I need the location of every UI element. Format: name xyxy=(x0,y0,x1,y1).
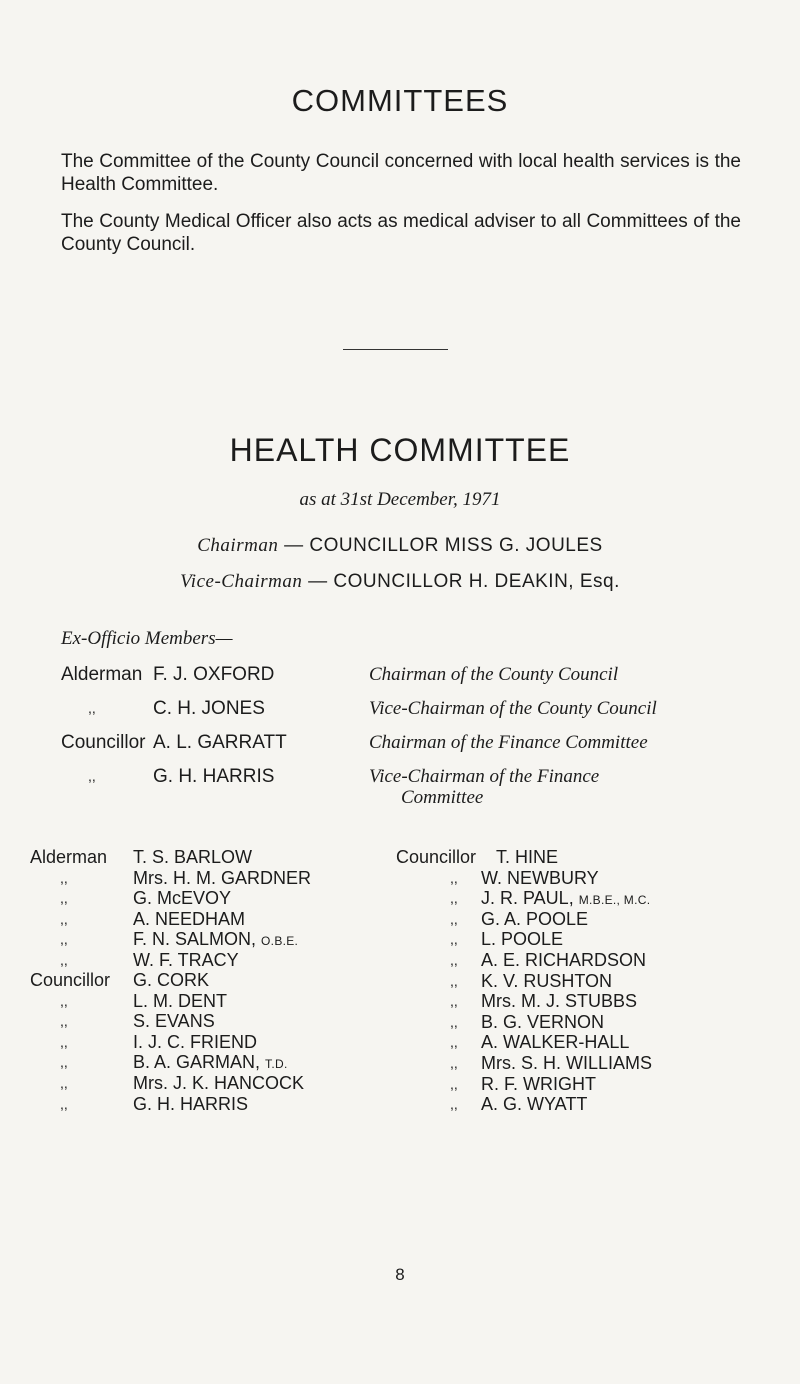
member-name-text: Mrs. H. M. GARDNER xyxy=(133,867,311,888)
member-honours: O.B.E. xyxy=(261,934,299,949)
ditto-mark: ,, xyxy=(88,768,96,784)
member-role xyxy=(369,766,599,808)
ditto-mark: ,, xyxy=(450,1034,458,1051)
member-name-text: Mrs. J. K. HANCOCK xyxy=(133,1073,305,1093)
member-name xyxy=(133,950,239,970)
member-title: Alderman xyxy=(30,847,108,867)
member-role xyxy=(369,732,648,753)
member-name-text: G. McEVOY xyxy=(133,888,232,909)
member-role xyxy=(369,664,618,685)
member-name xyxy=(481,1053,652,1073)
member-name xyxy=(481,1074,596,1094)
member-title: Councillor xyxy=(396,847,477,867)
ditto-mark: ,, xyxy=(60,1033,68,1050)
member-name-text: G. A. POOLE xyxy=(481,908,589,929)
member-name xyxy=(133,1011,215,1031)
section-divider xyxy=(343,349,448,350)
member-name xyxy=(133,991,227,1011)
member-name-text: B. G. VERNON xyxy=(481,1011,605,1032)
ditto-mark: ,, xyxy=(60,992,68,1009)
member-name xyxy=(481,1094,587,1114)
member-title: Alderman xyxy=(61,664,143,685)
health-committee-title: HEALTH COMMITTEE xyxy=(229,432,571,468)
member-name-text: K. V. RUSHTON xyxy=(481,970,613,991)
vice-chairman-name: — COUNCILLOR H. DEAKIN, Esq. xyxy=(308,571,620,592)
member-title: Councillor xyxy=(30,970,111,990)
member-name xyxy=(481,888,650,910)
ditto-mark: ,, xyxy=(450,1013,458,1030)
member-name xyxy=(481,950,646,970)
page-number: 8 xyxy=(395,1265,405,1284)
chairman-name: — COUNCILLOR MISS G. JOULES xyxy=(284,535,603,556)
member-name-text: W. NEWBURY xyxy=(481,867,599,888)
member-name xyxy=(481,909,588,929)
member-name xyxy=(481,929,563,949)
member-name-text: Mrs. S. H. WILLIAMS xyxy=(481,1053,653,1073)
member-role-line-1: Vice-Chairman of the Finance xyxy=(369,766,600,787)
member-name xyxy=(133,888,231,908)
member-name-text: A. G. WYATT xyxy=(481,1094,588,1115)
member-name-text: G. H. HARRIS xyxy=(133,1093,249,1114)
member-name: F. J. OXFORD xyxy=(153,664,275,685)
ex-officio-heading: Ex-Officio Members— xyxy=(61,628,233,649)
vice-chairman-line xyxy=(0,571,800,593)
member-role-line-1: Chairman of the Finance Committee xyxy=(369,732,648,753)
vice-chairman-label: Vice-Chairman xyxy=(180,571,303,592)
member-name xyxy=(133,1094,248,1114)
member-name-text: R. F. WRIGHT xyxy=(481,1073,596,1094)
ditto-mark: ,, xyxy=(60,910,68,927)
member-name-text: Mrs. M. J. STUBBS xyxy=(481,991,638,1012)
chairman-label: Chairman xyxy=(197,535,279,556)
member-role-line-1: Chairman of the County Council xyxy=(369,664,619,685)
ditto-mark: ,, xyxy=(60,931,68,948)
member-name xyxy=(481,868,599,888)
member-name xyxy=(496,847,558,867)
ditto-mark: ,, xyxy=(450,910,458,927)
member-name: C. H. JONES xyxy=(153,698,265,719)
member-name-text: T. S. BARLOW xyxy=(133,847,253,867)
member-name xyxy=(133,1032,257,1052)
member-role-line-1: Vice-Chairman of the County Council xyxy=(369,698,657,719)
ditto-mark: ,, xyxy=(450,972,458,989)
member-name-text: S. EVANS xyxy=(133,1011,215,1032)
intro-paragraph-1: The Committee of the County Council concerned with local health services is the Health Committee. xyxy=(61,151,741,195)
member-name-text: A. WALKER-HALL xyxy=(481,1032,630,1053)
ditto-mark: ,, xyxy=(60,952,68,968)
ditto-mark: ,, xyxy=(450,1055,458,1071)
ditto-mark: ,, xyxy=(88,700,96,716)
member-name xyxy=(481,991,637,1011)
member-name-text: L. POOLE xyxy=(481,929,564,950)
member-name xyxy=(481,1032,629,1052)
ditto-mark: ,, xyxy=(450,869,458,886)
member-name-text: G. CORK xyxy=(133,970,210,990)
page-heading: COMMITTEES xyxy=(291,83,509,118)
ditto-mark: ,, xyxy=(450,952,458,968)
member-honours: T.D. xyxy=(265,1057,288,1072)
as-at-date: as at 31st December, 1971 xyxy=(299,489,501,510)
member-name-text: J. R. PAUL, xyxy=(481,888,574,909)
member-name-text: W. F. TRACY xyxy=(133,950,239,970)
ditto-mark: ,, xyxy=(450,890,458,907)
chairman-line xyxy=(0,535,800,557)
member-name-text: A. NEEDHAM xyxy=(133,908,246,929)
member-name-text: T. HINE xyxy=(496,847,559,867)
ditto-mark: ,, xyxy=(450,1075,458,1092)
member-name xyxy=(133,847,252,867)
member-name-text: I. J. C. FRIEND xyxy=(133,1031,258,1052)
member-name xyxy=(481,971,612,991)
member-name xyxy=(133,909,245,929)
ditto-mark: ,, xyxy=(60,890,68,907)
member-role-line-2: Committee xyxy=(401,787,484,808)
member-name xyxy=(133,868,311,888)
member-name xyxy=(133,970,209,990)
intro-paragraph-2: The County Medical Officer also acts as medical adviser to all Committees of the County Council. xyxy=(61,211,741,255)
member-honours: M.B.E., M.C. xyxy=(578,893,651,908)
ditto-mark: ,, xyxy=(60,1013,68,1030)
ditto-mark: ,, xyxy=(60,1095,68,1112)
member-name-text: F. N. SALMON, xyxy=(133,929,257,950)
member-name: G. H. HARRIS xyxy=(153,766,275,787)
ditto-mark: ,, xyxy=(60,1075,68,1091)
member-name-text: A. E. RICHARDSON xyxy=(481,950,647,970)
ditto-mark: ,, xyxy=(60,1054,68,1071)
member-name-text: L. M. DENT xyxy=(133,990,228,1011)
ditto-mark: ,, xyxy=(450,1096,458,1113)
ditto-mark: ,, xyxy=(450,931,458,948)
ditto-mark: ,, xyxy=(60,869,68,886)
member-name xyxy=(481,1012,604,1032)
member-name xyxy=(133,1073,304,1093)
member-role xyxy=(369,698,657,719)
member-name-text: B. A. GARMAN, xyxy=(133,1052,261,1073)
member-name xyxy=(133,929,298,951)
member-name xyxy=(133,1052,288,1074)
member-title: Councillor xyxy=(61,732,146,753)
ditto-mark: ,, xyxy=(450,993,458,1010)
member-name: A. L. GARRATT xyxy=(153,732,287,753)
